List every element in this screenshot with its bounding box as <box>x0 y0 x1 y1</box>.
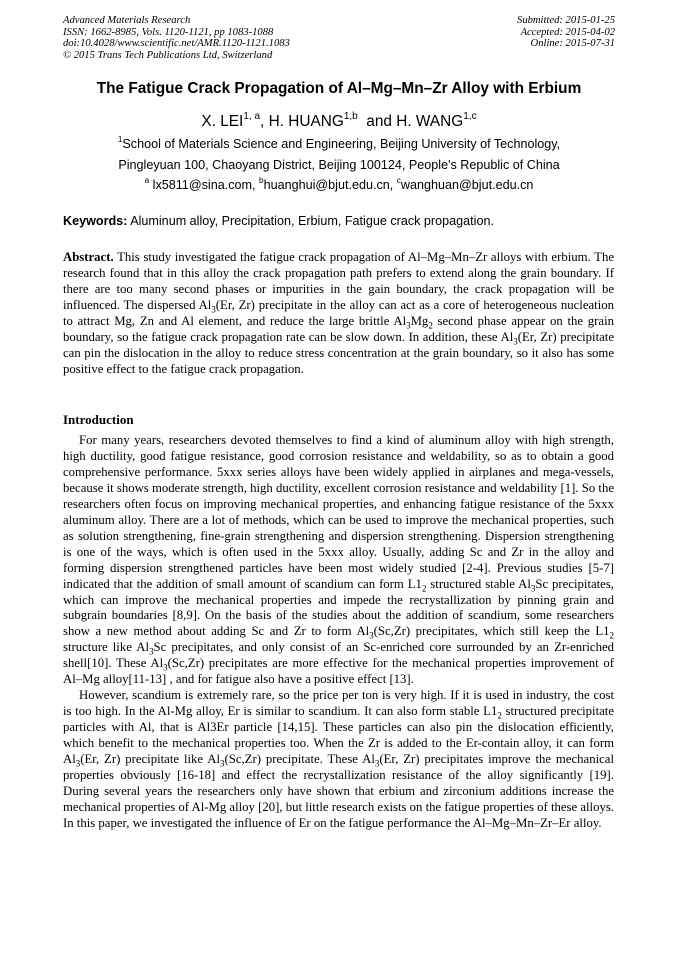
subscript: 2 <box>497 710 502 721</box>
subscript: 3 <box>75 758 81 769</box>
subscript: 3 <box>163 662 168 673</box>
journal-info <box>63 15 290 61</box>
affiliation-line-1 <box>0 137 678 151</box>
introduction-body <box>63 433 614 832</box>
paragraph: However, scandium is extremely rare, so the price per ton is very high. If it is used in industry, the cost is too high. In the Al-Mg alloy, Er is similar to scandium. It can also form stable $L1_2$ structured precipitate particles with Al, that is Al3Er particle [14,15]. These particles can also pin the dislocation efficiently, which benefit to the mechanical properties too. When the Zr is added to the Er-contain alloy, it can form $Al_3(Er$, Zr) precipitate like $Al_3(Sc,Zr)$ precipitate. These $Al_3(Er$, Zr) precipitates improve the mechanical properties obviously [16-18] and effect the recrystallization resistance of the alloy significantly [19]. During several years the researchers only have shown that erbium and zirconium additions increase the mechanical properties of Al-Mg alloy [20], but little research exists on the fatigue properties of these alloys. In this paper, we investigated the influence of Er on the fatigue performance the Al–Mg–Mn–Zr–Er alloy. <box>63 688 614 830</box>
subscript: 3 <box>211 304 216 315</box>
subscript: 3 <box>406 320 411 331</box>
subscript: 2 <box>428 320 433 331</box>
email: wanghuan@bjut.edu.cn <box>400 178 534 192</box>
affiliation-text: School of Materials Science and Engineering, Beijing University of Technology, <box>122 137 561 151</box>
subscript: 2 <box>421 583 427 594</box>
paragraph: For many years, researchers devoted themselves to find a kind of aluminum alloy with high strength, high ductility, good fatigue resistance, good corrosion resistance and weldability, so as to obtain a good comprehensive performance. 5xxx series alloys have been widely applied in airplanes and mega-vessels, because it shows moderate strength, high ductility, excellent corrosion resistance and weldability [1]. So the researchers often focus on improving mechanical properties, and enhancing fatigue resistance of the 5xxx aluminum alloy. There are a lot of methods, which can be used to improve the mechanical properties, such as solution strengthening, fine-grain strengthening and dispersion strengthening. Dispersion strengthening is one of the ways, which is often used in the 5xxx alloy. Usually, adding Sc and Zr in the alloy and forming dispersion strengthened particles have been most widely studied [2-4]. Previous studies [5-7] indicated that the addition of small amount of scandium can form $L1_2$ structured stable $Al_3Sc$ precipitates, which can improve the mechanical properties and impede the recrystallization by pinning grain and subgrain boundaries [8,9]. On the basis of the studies about the addition of scandium, some researchers show a new method about adding Sc and Zr to form $Al_3(Sc,Zr)$ precipitates, which still keep the $L1_2$ structure like $Al_3Sc$ precipitates, and only consist of an Sc-enriched core surrounded by an Zr-enriched shell[10]. These $Al_3(Sc,Zr)$ precipitates are more effective for the mechanical properties improvement of Al–Mg alloy[11-13] , and for fatigue also have a positive effect [13]. <box>63 433 614 687</box>
keywords-label: Keywords: <box>63 214 128 228</box>
email-sup: a <box>144 176 150 185</box>
subscript: 3 <box>513 336 518 347</box>
abstract <box>63 250 614 378</box>
email-sup: c <box>396 176 401 185</box>
subscript: 3 <box>374 758 380 769</box>
author-sep: , <box>260 113 269 130</box>
author-name: H. WANG <box>396 113 464 130</box>
subscript: 3 <box>369 630 374 641</box>
subscript: 3 <box>149 646 154 657</box>
accepted-date: Accepted: 2015-04-02 <box>520 26 615 38</box>
keywords <box>63 214 494 228</box>
dates-info <box>517 15 615 50</box>
keywords-text: Aluminum alloy, Precipitation, Erbium, Fatigue crack propagation. <box>127 214 494 228</box>
abstract-label: Abstract. <box>63 250 114 264</box>
copyright: © 2015 Trans Tech Publications Ltd, Switzerland <box>63 49 273 61</box>
subscript: 3 <box>220 758 225 769</box>
authors <box>0 113 678 131</box>
journal-name: Advanced Materials Research <box>63 15 191 26</box>
author-sup: 1,b <box>343 111 358 122</box>
affiliation-sup: 1 <box>117 135 123 144</box>
abstract-text: This study investigated the fatigue crack propagation of Al–Mg–Mn–Zr alloys with erbium. The research found that in this alloy the crack propagation path prefers to extend along the grain boundary. If there are too many second phases or impurities in the gain boundary, the crack propagation will be influenced. The dispersed $Al_3(Er$, Zr) precipitate in the alloy can act as a core of heterogeneous nucleation to attract Mg, Zn and Al element, and reduce the large brittle $Al_3Mg_2$ second phase appear on the grain boundary, so the fatigue crack propagation rate can be slow down. In addition, these $Al_3(Er$, Zr) precipitate can pin the dislocation in the alloy to reduce stress concentration at the grain boundary, so it also has some positive effect to the fatigue crack propagation. <box>63 250 614 376</box>
author-name: X. LEI <box>201 113 244 130</box>
author-name: H. HUANG <box>268 113 344 130</box>
online-date: Online: 2015-07-31 <box>530 38 615 50</box>
emails <box>0 178 678 192</box>
author-sup: 1, a <box>243 111 261 122</box>
email: huanghui@bjut.edu.cn, <box>263 178 397 192</box>
issn-info: ISSN: 1662-8985, Vols. 1120-1121, pp 1083-1088 <box>63 26 274 38</box>
email-sup: b <box>259 176 264 185</box>
author-sup: 1,c <box>463 111 477 122</box>
email: lx5811@sina.com, <box>149 178 259 192</box>
author-sep: and <box>357 113 397 130</box>
doi: doi:10.4028/www.scientific.net/AMR.1120-1121.1083 <box>63 38 290 50</box>
paper-title: The Fatigue Crack Propagation of Al–Mg–Mn–Zr Alloy with Erbium <box>96 80 582 97</box>
introduction-heading: Introduction <box>63 412 134 427</box>
subscript: 3 <box>530 583 536 594</box>
affiliation-line-2: Pingleyuan 100, Chaoyang District, Beijing 100124, People's Republic of China <box>118 158 560 172</box>
subscript: 2 <box>609 630 614 641</box>
submitted-date: Submitted: 2015-01-25 <box>517 15 615 26</box>
